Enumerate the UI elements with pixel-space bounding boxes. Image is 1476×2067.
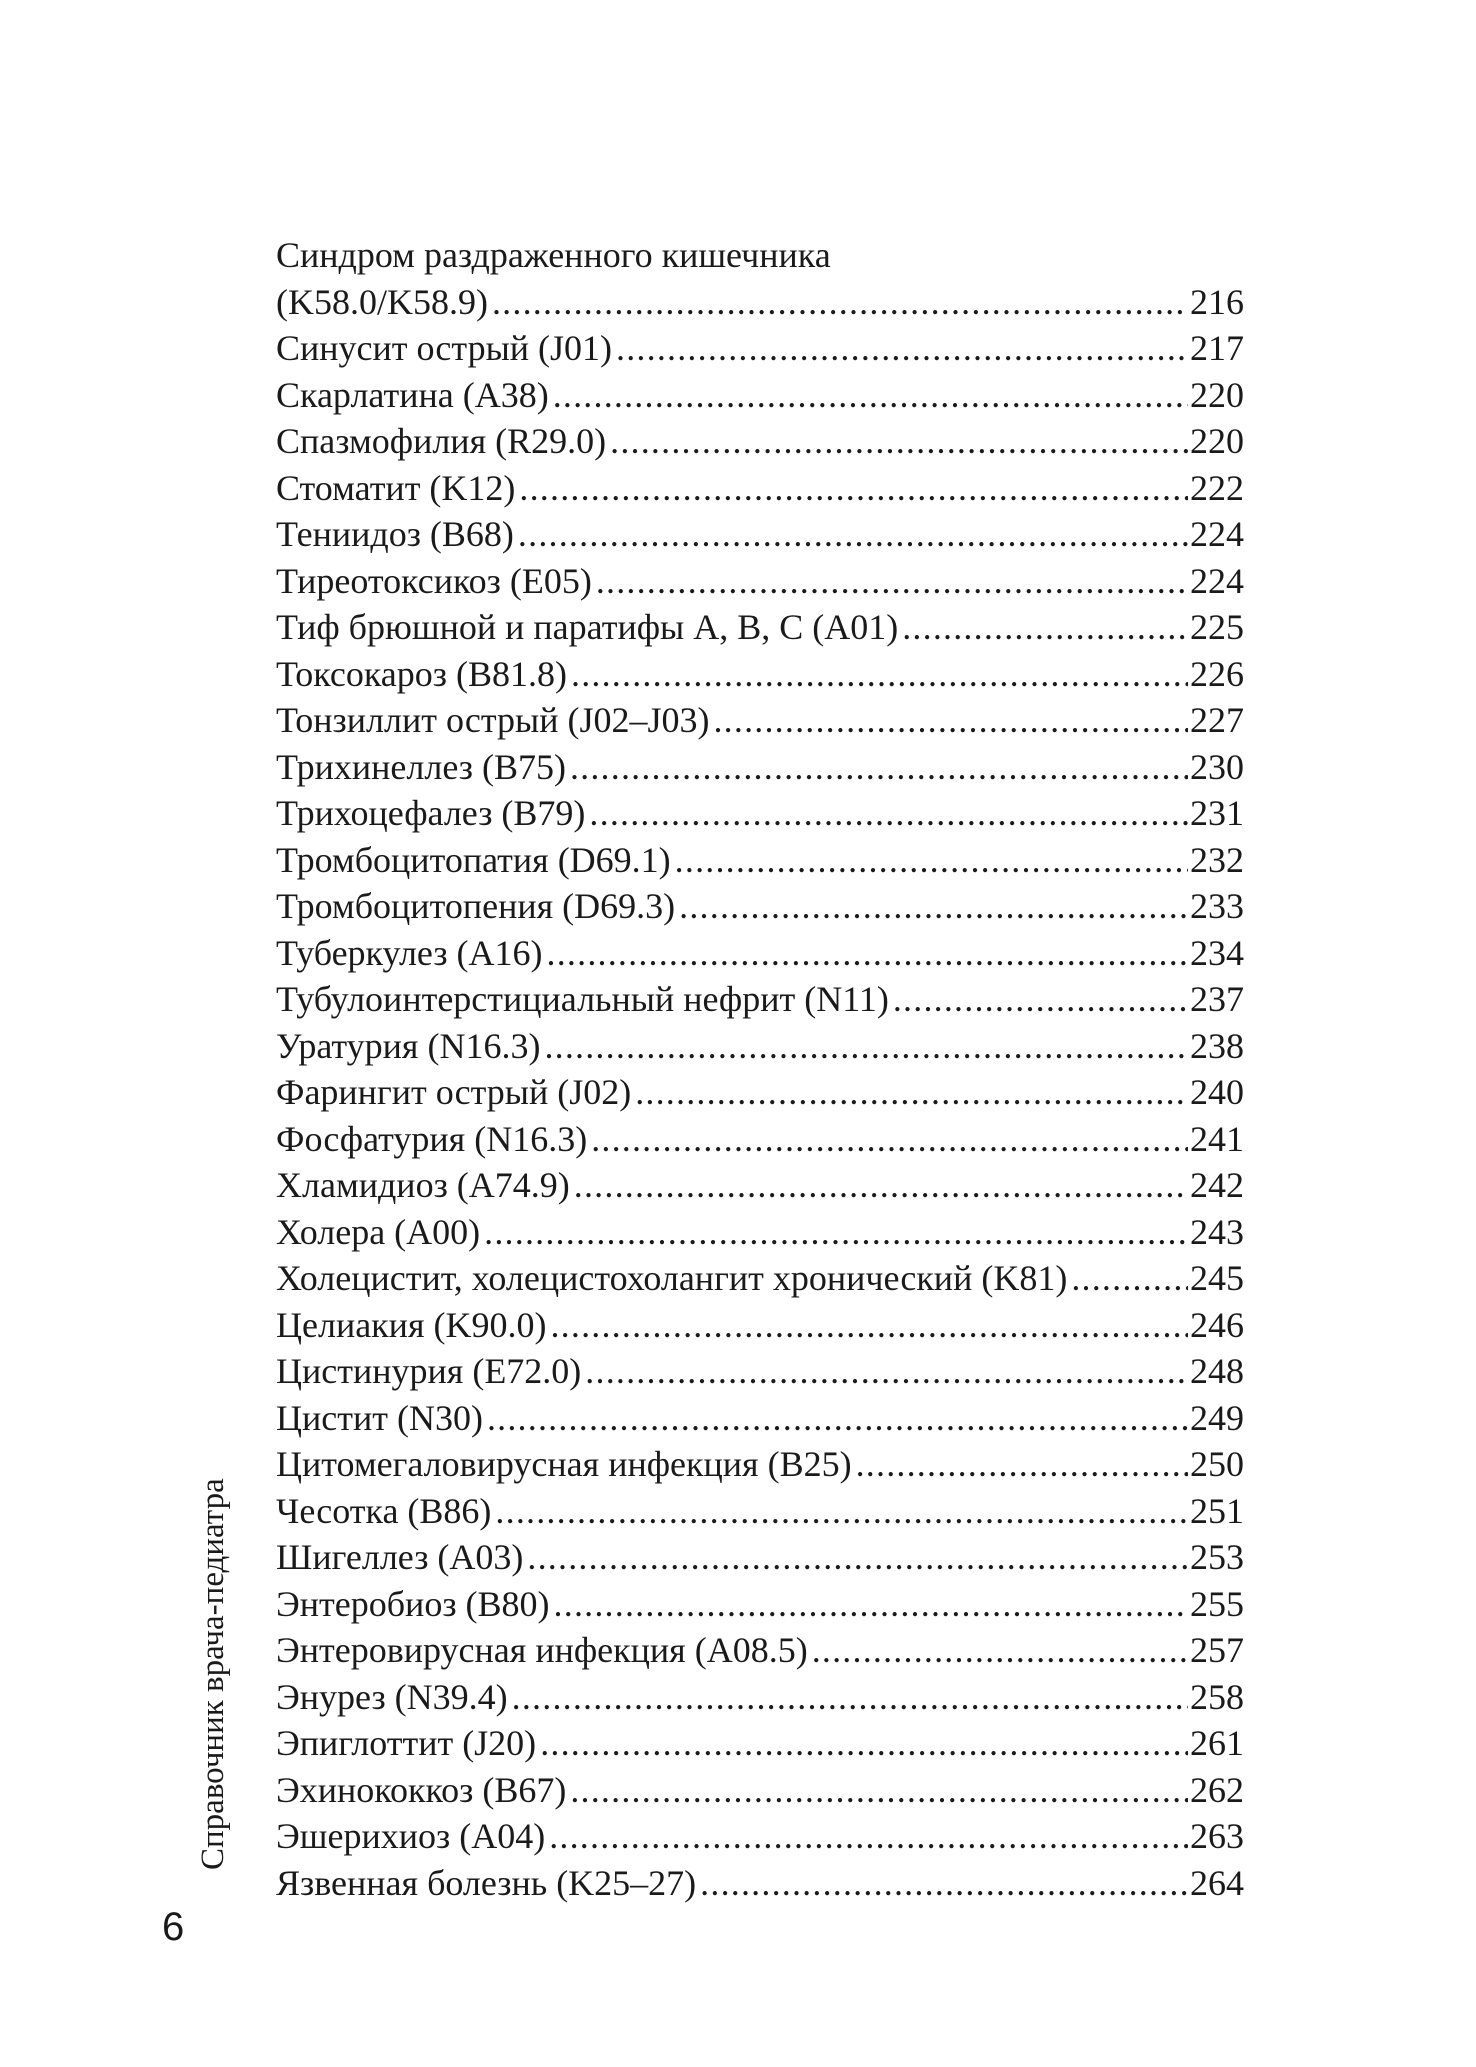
dot-leader [492, 279, 1188, 326]
dot-leader [518, 511, 1188, 558]
toc-entry [276, 1720, 1244, 1767]
toc-entry-page: 243 [1190, 1211, 1244, 1252]
dot-leader [574, 1162, 1188, 1209]
toc-entry [276, 418, 1244, 465]
toc-entry-page: 216 [1190, 281, 1244, 322]
toc-entry-page: 257 [1190, 1630, 1244, 1670]
toc-entry-page: 226 [1190, 653, 1244, 694]
toc-entry-title: Цитомегаловирусная инфекция (B25) [276, 1444, 852, 1484]
toc-entry-title: Энурез (N39.4) [276, 1676, 508, 1717]
toc-entry [276, 1116, 1244, 1163]
toc-entry-title: Тромбоцитопения (D69.3) [276, 886, 676, 926]
toc-entry [276, 279, 1244, 326]
dot-leader [547, 930, 1188, 977]
toc-entry-title: Эшерихиоз (A04) [276, 1816, 546, 1856]
toc-entry-title: (K58.0/K58.9) [276, 281, 488, 322]
toc-entry-title: Фарингит острый (J02) [276, 1072, 632, 1112]
toc-entry-page: 224 [1190, 560, 1244, 601]
toc-entry-title: Холецистит, холецистохолангит хронический (K81) [276, 1258, 1068, 1298]
toc-entry-page: 225 [1190, 607, 1244, 647]
toc-entry [276, 1302, 1244, 1349]
toc-entry-page: 227 [1190, 700, 1244, 740]
dot-leader [700, 1860, 1188, 1907]
toc-entry-page: 246 [1190, 1304, 1244, 1345]
toc-entry-title: Чесотка (B86) [276, 1490, 492, 1531]
toc-entry [276, 697, 1244, 744]
toc-entry-page: 245 [1190, 1258, 1244, 1298]
dot-leader [484, 1209, 1188, 1256]
toc-entry-page: 220 [1190, 374, 1244, 415]
dot-leader [679, 883, 1188, 930]
toc-entry-page: 230 [1190, 746, 1244, 787]
dot-leader [589, 790, 1188, 837]
toc-entry-page: 242 [1190, 1165, 1244, 1205]
dot-leader [812, 1627, 1188, 1674]
dot-leader [519, 465, 1188, 512]
toc-entry-page: 249 [1190, 1397, 1244, 1438]
dot-leader [540, 1720, 1188, 1767]
toc-entry-page: 263 [1190, 1816, 1244, 1856]
toc-entry-title: Тениидоз (B68) [276, 514, 514, 554]
toc-entry-page: 264 [1190, 1862, 1244, 1903]
toc-entry-title: Целиакия (K90.0) [276, 1304, 547, 1345]
dot-leader [549, 1813, 1188, 1860]
toc-entry [276, 976, 1244, 1023]
toc-entry [276, 837, 1244, 884]
toc-entry [276, 325, 1244, 372]
toc-entry-title: Энтеробиоз (B80) [276, 1583, 550, 1624]
dot-leader [553, 372, 1188, 419]
toc-entry-title: Тубулоинтерстициальный нефрит (N11) [276, 979, 889, 1019]
toc-entry [276, 1488, 1244, 1535]
toc-entry-page: 241 [1190, 1118, 1244, 1159]
toc-entry [276, 604, 1244, 651]
dot-leader [585, 1348, 1188, 1395]
toc-entry [276, 1162, 1244, 1209]
toc-entry [276, 232, 1244, 279]
table-of-contents [276, 232, 1244, 1906]
toc-entry-title: Фосфатурия (N16.3) [276, 1118, 588, 1159]
toc-entry-page: 234 [1190, 932, 1244, 973]
dot-leader [527, 1534, 1188, 1581]
toc-entry-title: Туберкулез (A16) [276, 932, 543, 973]
toc-entry [276, 1674, 1244, 1721]
toc-entry-title: Тонзиллит острый (J02–J03) [276, 700, 710, 740]
toc-entry [276, 372, 1244, 419]
toc-entry-title: Язвенная болезнь (K25–27) [276, 1862, 697, 1903]
toc-entry [276, 1441, 1244, 1488]
toc-entry [276, 558, 1244, 605]
dot-leader [856, 1441, 1188, 1488]
dot-leader [570, 1767, 1188, 1814]
dot-leader [512, 1674, 1188, 1721]
dot-leader [554, 1581, 1188, 1628]
toc-entry [276, 1348, 1244, 1395]
toc-entry-title: Трихинеллез (B75) [276, 746, 566, 787]
toc-entry-title: Синдром раздраженного кишечника [276, 235, 831, 275]
dot-leader [550, 1302, 1188, 1349]
toc-entry-title: Стоматит (K12) [276, 467, 516, 508]
toc-entry-page: 251 [1190, 1490, 1244, 1531]
toc-entry-title: Трихоцефалез (B79) [276, 793, 586, 833]
toc-entry [276, 1581, 1244, 1628]
toc-entry [276, 651, 1244, 698]
toc-entry-title: Тромбоцитопатия (D69.1) [276, 839, 671, 880]
toc-entry-title: Цистит (N30) [276, 1397, 483, 1438]
toc-entry [276, 744, 1244, 791]
dot-leader [544, 1023, 1188, 1070]
toc-entry-page: 231 [1190, 793, 1244, 833]
toc-entry-title: Спазмофилия (R29.0) [276, 421, 607, 461]
toc-entry-title: Эхинококкоз (B67) [276, 1769, 567, 1810]
toc-entry-page: 238 [1190, 1025, 1244, 1066]
toc-entry-page: 224 [1190, 514, 1244, 554]
page-number: 6 [162, 1905, 185, 1949]
toc-entry-page: 237 [1190, 979, 1244, 1019]
dot-leader [902, 604, 1188, 651]
toc-entry-title: Холера (A00) [276, 1211, 481, 1252]
toc-entry [276, 1023, 1244, 1070]
running-title: Справочник врача-педиатра [195, 1478, 231, 1870]
dot-leader [675, 837, 1188, 884]
toc-entry [276, 1627, 1244, 1674]
toc-entry-title: Скарлатина (A38) [276, 374, 549, 415]
toc-entry [276, 883, 1244, 930]
dot-leader [610, 418, 1188, 465]
toc-entry [276, 1860, 1244, 1907]
toc-entry-title: Эпиглоттит (J20) [276, 1723, 537, 1763]
toc-entry-page: 262 [1190, 1769, 1244, 1810]
toc-entry-page: 222 [1190, 467, 1244, 508]
toc-entry [276, 1395, 1244, 1442]
toc-entry-page: 232 [1190, 839, 1244, 880]
toc-entry-page: 248 [1190, 1351, 1244, 1391]
toc-entry-page: 217 [1190, 328, 1244, 368]
dot-leader [591, 1116, 1188, 1163]
toc-entry-title: Шигеллез (A03) [276, 1537, 524, 1577]
dot-leader [1071, 1255, 1188, 1302]
toc-entry [276, 930, 1244, 977]
dot-leader [571, 651, 1188, 698]
toc-entry-page: 253 [1190, 1537, 1244, 1577]
toc-entry-title: Энтеровирусная инфекция (A08.5) [276, 1630, 808, 1670]
dot-leader [596, 558, 1188, 605]
toc-entry-page: 233 [1190, 886, 1244, 926]
toc-entry [276, 1767, 1244, 1814]
toc-entry [276, 1813, 1244, 1860]
toc-entry-title: Хламидиоз (A74.9) [276, 1165, 570, 1205]
toc-entry-title: Синусит острый (J01) [276, 328, 613, 368]
toc-entry-page: 250 [1190, 1444, 1244, 1484]
dot-leader [616, 325, 1188, 372]
dot-leader [487, 1395, 1188, 1442]
toc-entry-page: 255 [1190, 1583, 1244, 1624]
toc-entry-title: Тиреотоксикоз (E05) [276, 560, 592, 601]
toc-entry [276, 790, 1244, 837]
dot-leader [495, 1488, 1188, 1535]
dot-leader [635, 1069, 1188, 1116]
toc-entry [276, 1209, 1244, 1256]
toc-entry [276, 1255, 1244, 1302]
toc-entry-title: Уратурия (N16.3) [276, 1025, 541, 1066]
toc-entry-title: Цистинурия (E72.0) [276, 1351, 582, 1391]
dot-leader [570, 744, 1188, 791]
toc-entry-page: 261 [1190, 1723, 1244, 1763]
toc-entry [276, 1534, 1244, 1581]
dot-leader [713, 697, 1188, 744]
toc-entry-title: Тиф брюшной и паратифы А, В, С (A01) [276, 607, 899, 647]
toc-entry-title: Токсокароз (B81.8) [276, 653, 567, 694]
toc-entry [276, 511, 1244, 558]
toc-entry-page: 240 [1190, 1072, 1244, 1112]
toc-entry [276, 1069, 1244, 1116]
toc-entry [276, 465, 1244, 512]
toc-entry-page: 220 [1190, 421, 1244, 461]
toc-entry-page: 258 [1190, 1676, 1244, 1717]
dot-leader [893, 976, 1188, 1023]
